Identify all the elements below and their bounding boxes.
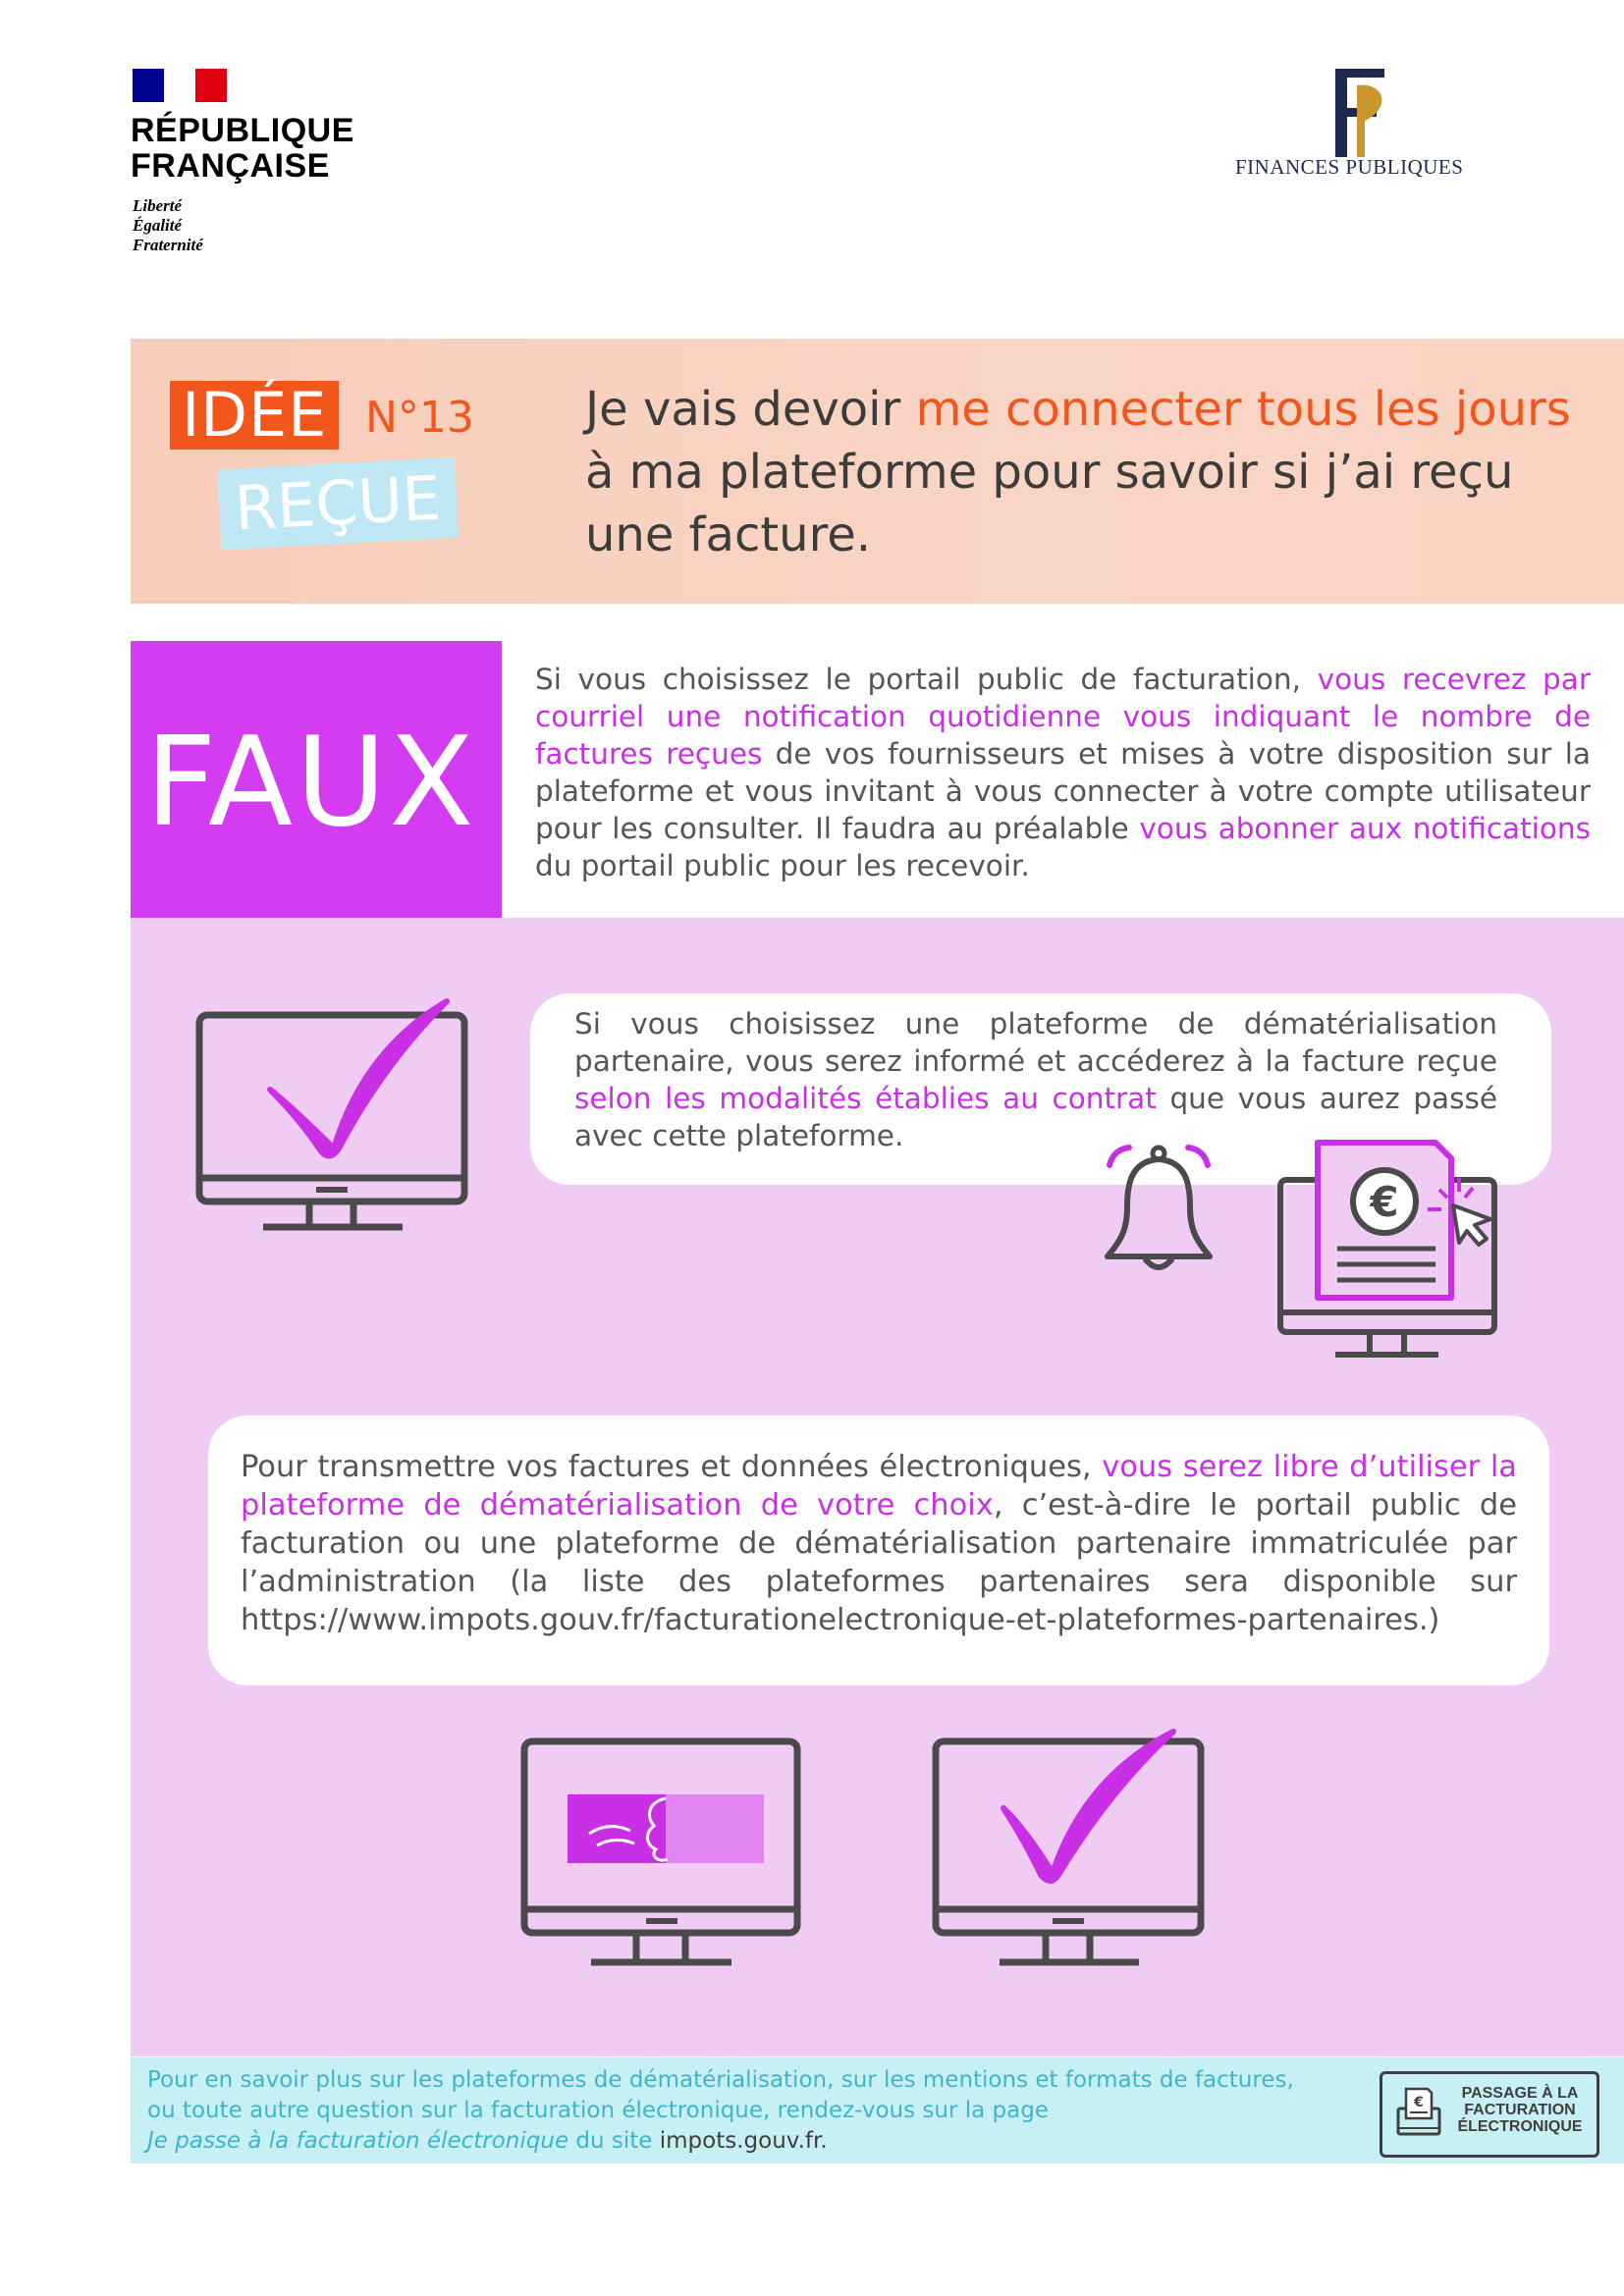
republique-motto: Liberté Égalité Fraternité <box>133 196 203 254</box>
monitor-check-icon <box>196 991 471 1237</box>
finances-publiques-label: FINANCES PUBLIQUES <box>1235 155 1464 179</box>
invoice-euro-monitor-icon <box>1276 1141 1502 1362</box>
svg-text:€: € <box>1414 2095 1424 2110</box>
footer-text: Pour en savoir plus sur les plateformes de dématérialisation, sur les mentions et formats de factures, ou toute autre question sur la facturation électronique, rendez-vous sur la page Je passe à la facturation électronique du site impots.gouv.fr. <box>147 2067 1294 2154</box>
partner-platform-text: Si vous choisissez une plateforme de dématérialisation partenaire, vous serez informé et accéderez à la facture reçue selon les modalités établies au contrat que vous aurez passé avec cette plateforme. <box>574 1007 1498 1152</box>
svg-text:€: € <box>1370 1178 1399 1226</box>
monitor-marianne-icon <box>520 1737 805 1983</box>
idea-number: N°13 <box>365 393 474 443</box>
bell-icon <box>1100 1144 1218 1276</box>
badge-label: PASSAGE À LA FACTURATION ÉLECTRONIQUE <box>1457 2085 1583 2135</box>
recue-label: REÇUE <box>217 457 459 551</box>
banner-headline: Je vais devoir me connecter tous les jours à ma plateforme pour savoir si j’ai reçu une facture. <box>585 382 1571 562</box>
faux-explanation: Si vous choisissez le portail public de facturation, vous recevrez par courriel une notification quotidienne vous indiquant le nombre de factures reçues de vos fournisseurs et mises à votre disposition sur la plateforme et vous invitant à vous connecter à votre compte utilisateur pour les consulter. Il faudra au préalable vous abonner aux notifications du portail public pour les recevoir. <box>535 663 1591 882</box>
monitor-check-icon-2 <box>933 1728 1208 1983</box>
headline-highlight: me connecter tous les jours <box>915 382 1571 437</box>
french-flag-logo <box>133 69 227 102</box>
idee-label: IDÉE <box>170 381 339 450</box>
footer-site-link[interactable]: impots.gouv.fr. <box>659 2128 828 2154</box>
finances-publiques-logo-icon <box>1316 64 1394 162</box>
footer-page-link[interactable]: Je passe à la facturation électronique <box>147 2128 569 2154</box>
free-choice-text: Pour transmettre vos factures et données électroniques, vous serez libre d’utiliser la plateforme de dématérialisation de votre choix, c’est-à-dire le portail public de facturation ou une plateforme de dématérialisation partenaire immatriculée par l’administration (la liste des plateformes partenaires sera disponible sur https://www.impots.gouv.fr/facturationelectronique-et-plateformes-partenaires.) <box>241 1450 1518 1637</box>
euro-icon <box>1394 2087 1443 2138</box>
republique-francaise-title: RÉPUBLIQUE FRANÇAISE <box>131 112 354 185</box>
faux-label: FAUX <box>145 710 477 854</box>
